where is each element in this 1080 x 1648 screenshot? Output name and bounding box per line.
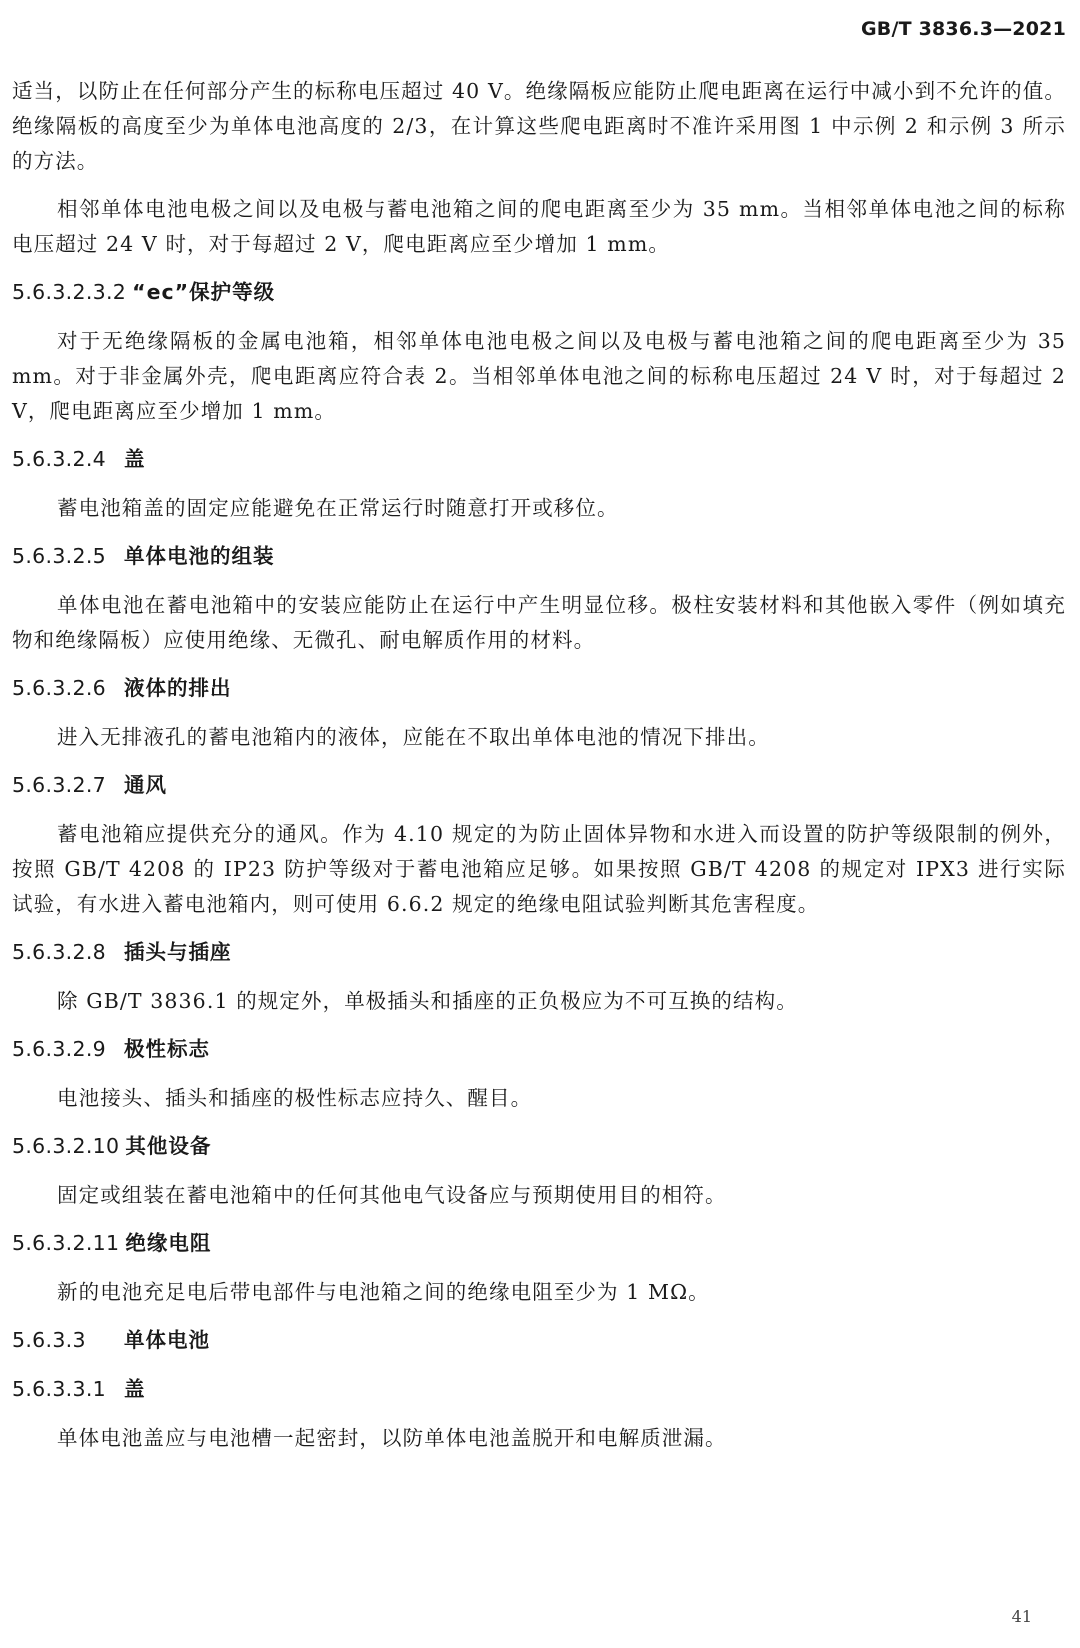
clause-heading: [12, 275, 1066, 310]
clause-title: 单体电池: [124, 1328, 210, 1352]
clause-heading: [12, 1323, 1066, 1358]
clause-title: 通风: [124, 773, 167, 797]
clause-heading: [12, 671, 1066, 706]
body-paragraph: 除 GB/T 3836.1 的规定外，单极插头和插座的正负极应为不可互换的结构。: [57, 989, 798, 1013]
clause-number: 5.6.3.2.3.2: [12, 280, 127, 304]
body-paragraph: 电池接头、插头和插座的极性标志应持久、醒目。: [57, 1086, 533, 1110]
body-paragraph: 蓄电池箱盖的固定应能避免在正常运行时随意打开或移位。: [57, 496, 619, 520]
clause-title: 盖: [124, 1377, 146, 1401]
clause-heading: [12, 1226, 1066, 1261]
clause-number: 5.6.3.2.11: [12, 1231, 120, 1255]
clause-number: 5.6.3.2.4: [12, 447, 106, 471]
body-paragraph: 适当，以防止在任何部分产生的标称电压超过 40 V。绝缘隔板应能防止爬电距离在运行中减小到不允许的值。绝缘隔板的高度至少为单体电池高度的 2/3，在计算这些爬电距离时不准许采用图 1 中示例 2 和示例 3 所示的方法。: [12, 79, 1066, 173]
clause-title: 单体电池的组装: [124, 544, 275, 568]
clause-number: 5.6.3.2.10: [12, 1134, 120, 1158]
clause-number: 5.6.3.2.7: [12, 773, 106, 797]
body-paragraph: 进入无排液孔的蓄电池箱内的液体，应能在不取出单体电池的情况下排出。: [57, 725, 770, 749]
clause-title: “ec”保护等级: [132, 280, 276, 304]
page-number: 41: [1011, 1607, 1032, 1626]
clause-title: 绝缘电阻: [125, 1231, 212, 1255]
body-paragraph: 相邻单体电池电极之间以及电极与蓄电池箱之间的爬电距离至少为 35 mm。当相邻单体电池之间的标称电压超过 24 V 时，对于每超过 2 V，爬电距离应至少增加 1 mm。: [12, 197, 1066, 256]
body-paragraph: 单体电池盖应与电池槽一起密封，以防单体电池盖脱开和电解质泄漏。: [57, 1426, 727, 1450]
clause-number: 5.6.3.2.5: [12, 544, 106, 568]
body-paragraph: 对于无绝缘隔板的金属电池箱，相邻单体电池电极之间以及电极与蓄电池箱之间的爬电距离至少为 35 mm。对于非金属外壳，爬电距离应符合表 2。当相邻单体电池之间的标称电压超过 24 V 时，对于每超过 2 V，爬电距离应至少增加 1 mm。: [12, 329, 1066, 423]
document-body: [12, 74, 1066, 1469]
body-paragraph: 固定或组装在蓄电池箱中的任何其他电气设备应与预期使用目的相符。: [57, 1183, 727, 1207]
clause-title: 插头与插座: [124, 940, 232, 964]
clause-heading: [12, 935, 1066, 970]
standard-code: GB/T 3836.3—2021: [861, 18, 1066, 40]
clause-number: 5.6.3.3.1: [12, 1377, 106, 1401]
clause-number: 5.6.3.2.8: [12, 940, 106, 964]
clause-title: 盖: [124, 447, 146, 471]
clause-number: 5.6.3.2.9: [12, 1037, 106, 1061]
clause-title: 极性标志: [124, 1037, 210, 1061]
clause-heading: [12, 1129, 1066, 1164]
clause-title: 其他设备: [125, 1134, 212, 1158]
body-paragraph: 单体电池在蓄电池箱中的安装应能防止在运行中产生明显位移。极柱安装材料和其他嵌入零件（例如填充物和绝缘隔板）应使用绝缘、无微孔、耐电解质作用的材料。: [12, 593, 1066, 652]
clause-heading: [12, 539, 1066, 574]
body-paragraph: 新的电池充足电后带电部件与电池箱之间的绝缘电阻至少为 1 MΩ。: [57, 1280, 710, 1304]
clause-heading: [12, 442, 1066, 477]
clause-heading: [12, 1032, 1066, 1067]
clause-heading: [12, 1372, 1066, 1407]
clause-heading: [12, 768, 1066, 803]
body-paragraph: 蓄电池箱应提供充分的通风。作为 4.10 规定的为防止固体异物和水进入而设置的防护等级限制的例外，按照 GB/T 4208 的 IP23 防护等级对于蓄电池箱应足够。如果按照 GB/T 4208 的规定对 IPX3 进行实际试验，有水进入蓄电池箱内，则可使用 6.6.2 规定的绝缘电阻试验判断其危害程度。: [12, 822, 1066, 916]
clause-number: 5.6.3.2.6: [12, 676, 106, 700]
clause-title: 液体的排出: [124, 676, 232, 700]
clause-number: 5.6.3.3: [12, 1328, 86, 1352]
